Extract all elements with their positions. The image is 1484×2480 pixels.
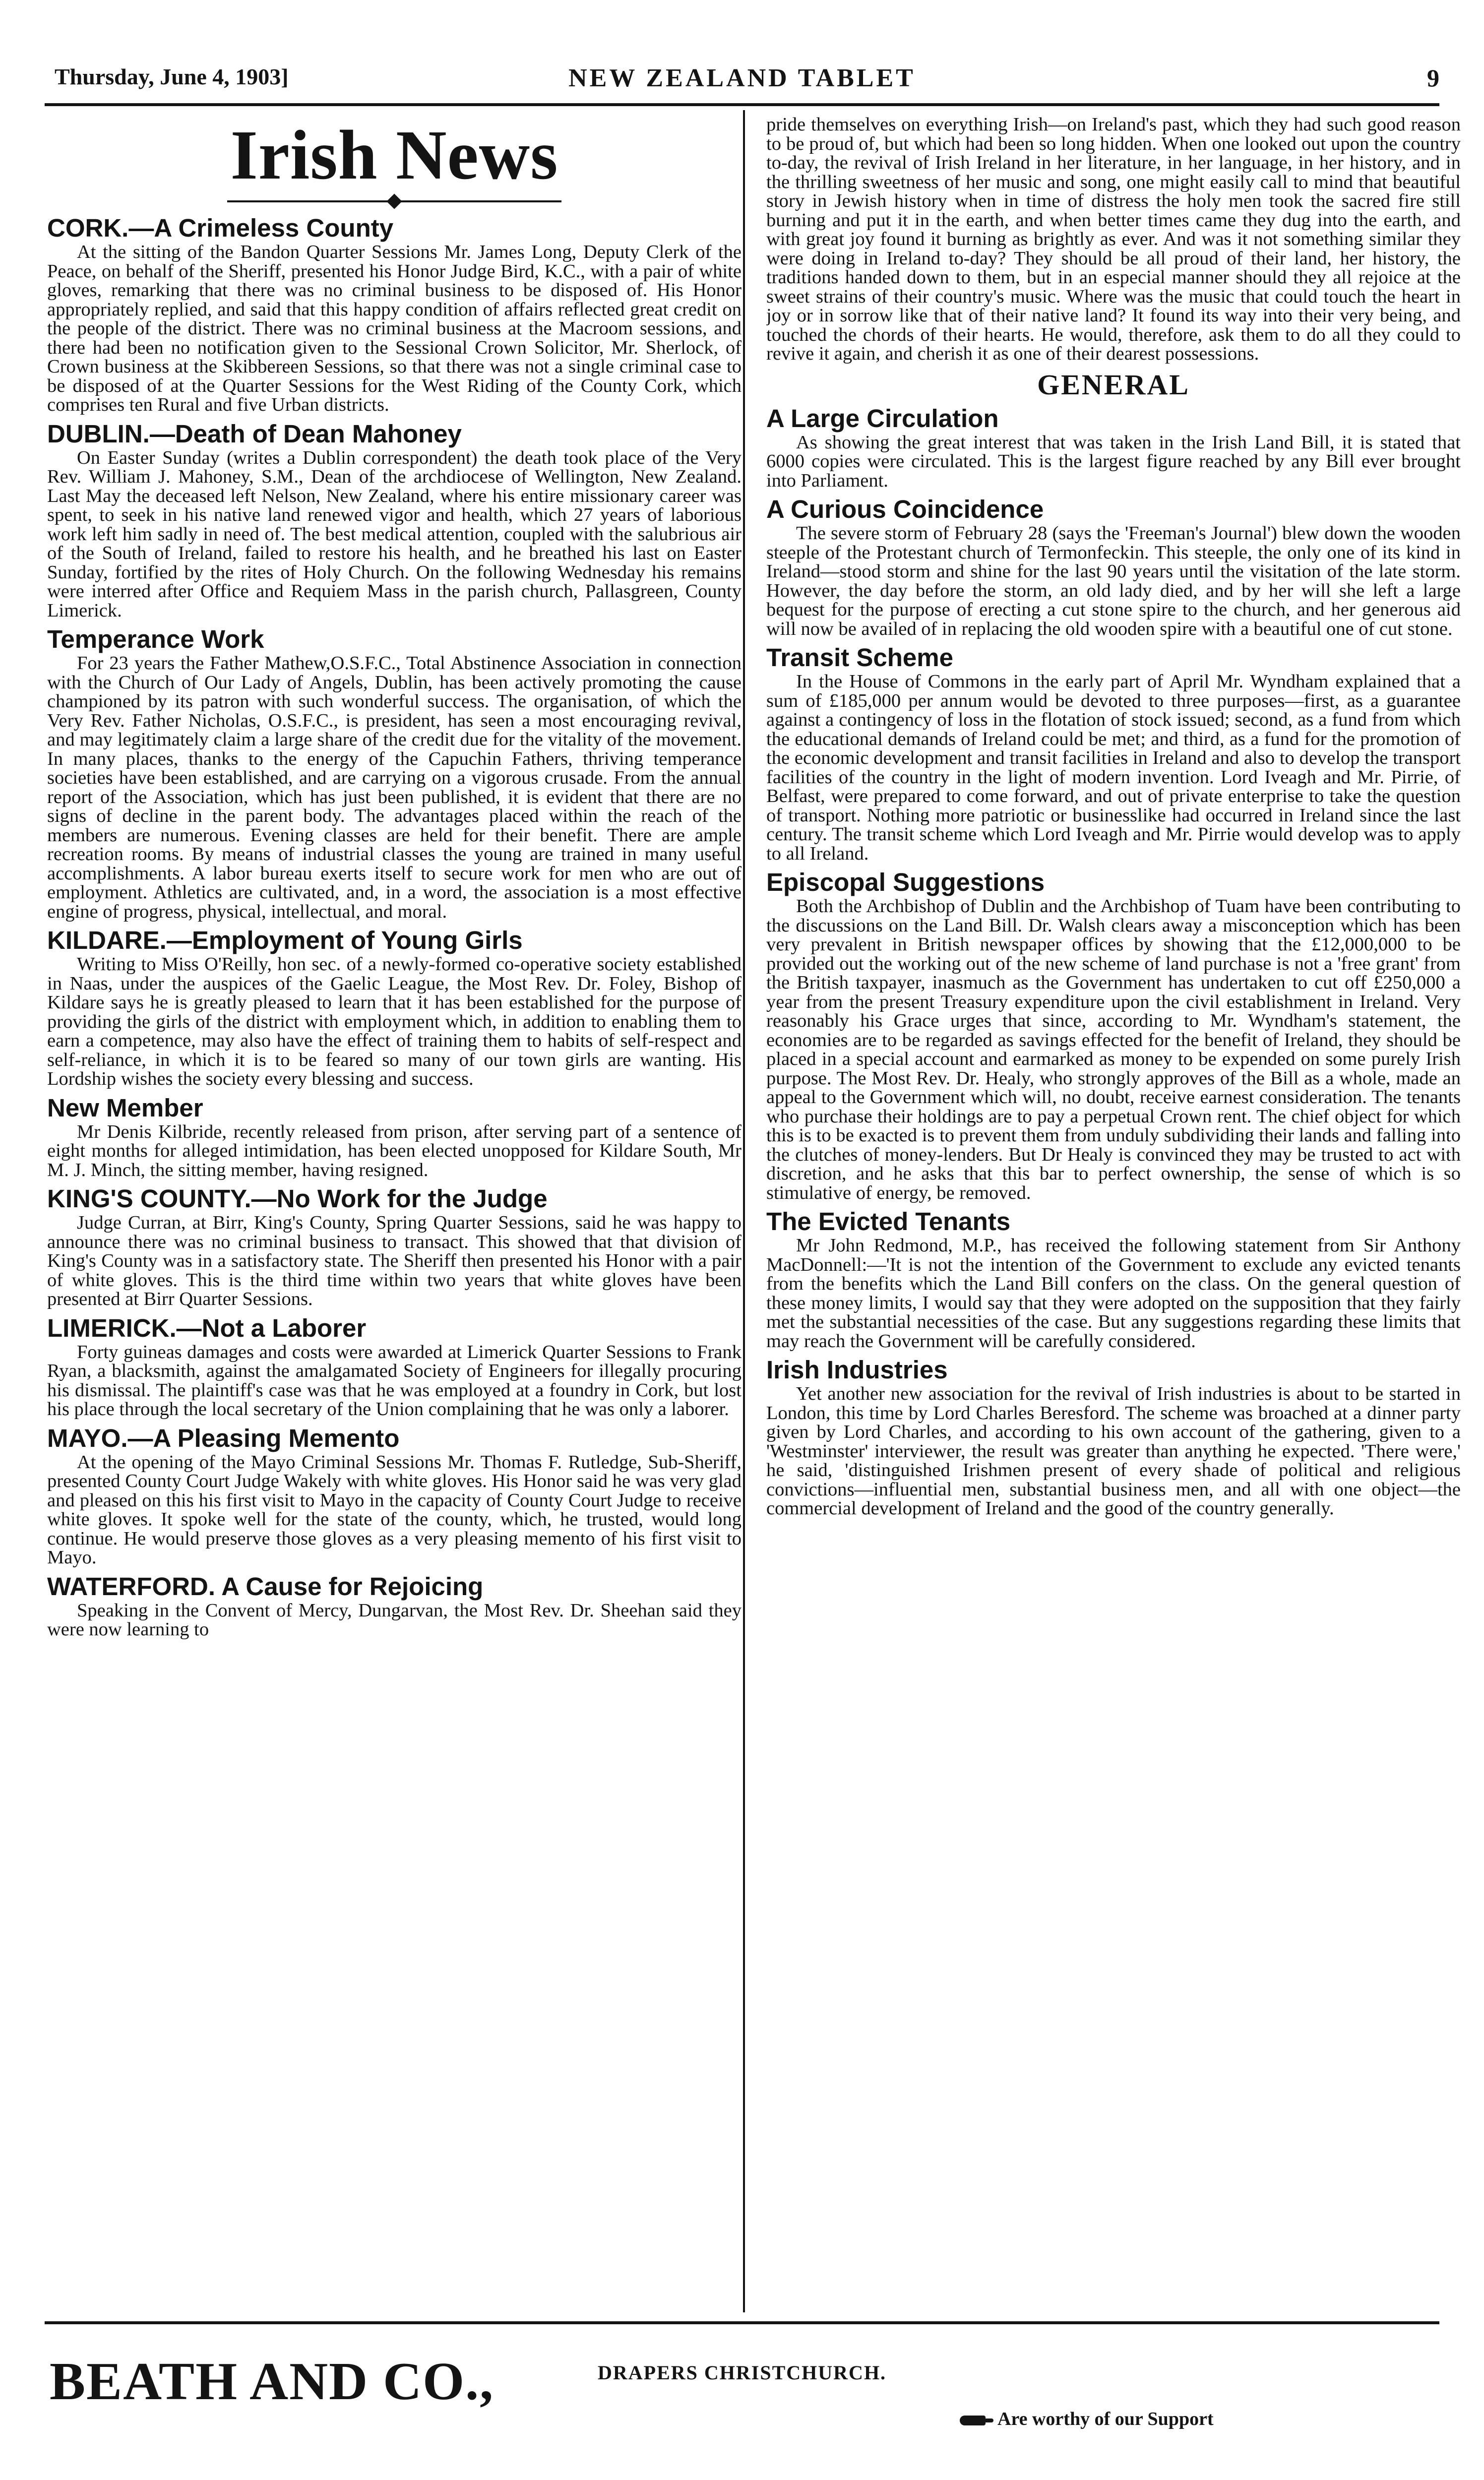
- article-heading: MAYO.—A Pleasing Memento: [47, 1424, 400, 1452]
- article-paragraph: The severe storm of February 28 (says the 'Freeman's Journal') blew down the wooden steeple of the Protestant church of Termonfeckin. This steeple, the only one of its kind in Ireland—stood storm and shine for the last 90 years until the visitation of the late storm. However, the day before the storm, an old lady died, and by her will she left a large bequest for the purpose of erecting a cut stone spire to the church, and her generous aid will now be availed of in replacing the old wooden spire with a beautiful one of cut stone.: [766, 523, 1461, 639]
- article-large-circulation: [766, 404, 1461, 491]
- article-heading: LIMERICK.—Not a Laborer: [47, 1313, 367, 1342]
- article-paragraph: Mr John Redmond, M.P., has received the following statement from Sir Anthony MacDonnell:—'It is not the intention of the Government to exclude any evicted tenants from the benefits which the Land Bill confers on the class. On the general question of these money limits, I would say that they were adopted on the supposition that they fairly met the substantial necessities of the case. But any suggestions regarding these limits that may reach the Government will be carefully considered.: [766, 1235, 1461, 1352]
- footer-rule: [45, 2321, 1439, 2324]
- article-heading: CORK.—A Crimeless County: [47, 214, 394, 243]
- article-paragraph: Mr Denis Kilbride, recently released from prison, after serving part of a sentence of eight months for alleged intimidation, has been elected unopposed for Kildare South, Mr M. J. Minch, the sitting member, having resigned.: [47, 1121, 742, 1180]
- section-masthead: Irish News: [230, 116, 558, 194]
- article-heading: DUBLIN.—Death of Dean Mahoney: [47, 419, 462, 448]
- article-cork: [47, 214, 742, 415]
- running-head: [35, 59, 1449, 106]
- article-heading: New Member: [47, 1093, 203, 1122]
- article-episcopal-suggestions: [766, 868, 1461, 1202]
- article-temperance: [47, 625, 742, 921]
- article-heading: Episcopal Suggestions: [766, 868, 1045, 896]
- article-paragraph: As showing the great interest that was taken in the Irish Land Bill, it is stated that 6000 copies were circulated. This is the largest figure reached by any Bill ever brought into Parliament.: [766, 432, 1461, 491]
- ad-tagline: DRAPERS CHRISTCHURCH.: [598, 2361, 887, 2384]
- article-paragraph: At the sitting of the Bandon Quarter Sessions Mr. James Long, Deputy Clerk of the Peace, on behalf of the Sheriff, presented his Honor Judge Bird, K.C., with a pair of white gloves, remarking that there was no criminal business to be disposed of. His Honor appropriately replied, and said that this happy condition of affairs reflected great credit on the people of the district. There was no criminal business at the Macroom sessions, and there had been no notification given to the Sessional Crown Solicitor, Mr. Sherlock, of Crown business at the Skibbereen Sessions, so that there was not a single criminal case to be disposed of at the Quarter Sessions for the West Riding of the County Cork, which comprises ten Rural and five Urban districts.: [47, 242, 742, 416]
- article-paragraph: Both the Archbishop of Dublin and the Archbishop of Tuam have been contributing to the discussions on the Land Bill. Dr. Walsh clears away a misconception which has been very prevalent in British newspaper offices by showing that the £12,000,000 to be provided out the working out of the new scheme of land purchase is not a 'free grant' from the British taxpayer, inasmuch as the Government has undertaken to cut off £250,000 a year from the present Treasury expenditure upon the civil establishment in Ireland. Very reasonably his Grace urges that since, according to Mr. Wyndham's statement, the economies are to be regarded as savings effected for the benefit of Ireland, they should be placed in a special account and earmarked as money to be expended on some purely Irish purpose. The Most Rev. Dr. Healy, who strongly approves of the Bill as a whole, made an appeal to the Government which will, no doubt, receive earnest consideration. The tenants who purchase their holdings are to pay a perpetual Crown rent. The chief object for which this is to be exacted is to prevent them from unduly subdividing their lands and falling into the clutches of money-lenders. But Dr Healy is convinced they may be trusted to act with discretion, and he asks that this bar to perfect ownership, the sense of which is so stimulative of energy, be removed.: [766, 896, 1461, 1203]
- article-paragraph: Judge Curran, at Birr, King's County, Spring Quarter Sessions, said he was happy to announce there was no criminal business to transact. This showed that that division of King's County was in a satisfactory state. The Sheriff then presented his Honor with a pair of white gloves. This is the third time within two years that white gloves have been presented at Birr Quarter Sessions.: [47, 1212, 742, 1310]
- article-new-member: [47, 1094, 742, 1180]
- article-paragraph: Speaking in the Convent of Mercy, Dungarvan, the Most Rev. Dr. Sheehan said they were now learning to: [47, 1600, 742, 1640]
- ad-slogan-group: [960, 2408, 1214, 2430]
- article-transit-scheme: [766, 643, 1461, 863]
- article-paragraph: Forty guineas damages and costs were awarded at Limerick Quarter Sessions to Frank Ryan, a blacksmith, against the amalgamated Society of Engineers for illegally procuring his dismissal. The plaintiff's case was that he was employed at a foundry in Cork, but lost his place through the local secretary of the Union complaining that he was only a laborer.: [47, 1341, 742, 1420]
- article-evicted-tenants: [766, 1207, 1461, 1351]
- article-heading: The Evicted Tenants: [766, 1207, 1011, 1236]
- page-number: 9: [1427, 64, 1439, 92]
- article-waterford: [47, 1572, 742, 1639]
- article-heading: WATERFORD. A Cause for Rejoicing: [47, 1572, 484, 1601]
- article-paragraph: Yet another new association for the revival of Irish industries is about to be started in London, this time by Lord Charles Beresford. The scheme was broached at a dinner party given by Lord Charles, and according to his own account of the gathering, given to a 'Westminster' interviewer, the result was greater than anything he expected. 'There were,' he said, 'distinguished Irishmen present of every shade of political and religious convictions—influential men, substantial business men, and all with one object—the commercial development of Ireland and the good of the country generally.: [766, 1383, 1461, 1519]
- article-kildare: [47, 926, 742, 1089]
- article-limerick: [47, 1314, 742, 1419]
- article-heading: Irish Industries: [766, 1356, 948, 1384]
- article-kings-county: [47, 1184, 742, 1309]
- article-heading: A Curious Coincidence: [766, 495, 1044, 523]
- article-heading: A Large Circulation: [766, 404, 999, 433]
- waterford-continuation: pride themselves on everything Irish—on Ireland's past, which they had such good reason to be proud of, but which had been so long hidden. When one looked out upon the country to-day, the revival of Irish Ireland in her literature, in her language, in her history, and in the thrilling sweetness of her music and song, one might easily call to mind that beautiful story in Jewish history when in time of distress the holy men took the sacred fire still burning and put it in the earth, and when better times came they dug into the earth, and with great joy found it burning as brightly as ever. And was it not something similar they were doing in Ireland to-day? They should be all proud of their land, her history, the traditions handed down to them, but in an especial manner should they all rejoice at the sweet strains of their country's music. Where was the music that could touch the heart in joy or in sorrow like that of their native land? It found its way into their very being, and touched the chords of their hearts. He would, therefore, ask them to do all they could to revive it again, and cherish it as one of their dearest possessions.: [766, 115, 1461, 364]
- issue-date: Thursday, June 4, 1903]: [55, 64, 289, 89]
- header-rule: [45, 103, 1439, 106]
- article-curious-coincidence: [766, 495, 1461, 638]
- article-paragraph: At the opening of the Mayo Criminal Sessions Mr. Thomas F. Rutledge, Sub-Sheriff, presented County Court Judge Wakely with white gloves. His Honor said he was very glad and pleased on this his first visit to Mayo in the capacity of County Court Judge to receive white gloves. It spoke well for the state of the county, which, he trusted, would long continue. He would preserve those gloves as a very pleasing memento of his first visit to Mayo.: [47, 1451, 742, 1568]
- article-paragraph: Writing to Miss O'Reilly, hon sec. of a newly-formed co-operative society established in Naas, under the auspices of the Gaelic League, the Most Rev. Dr. Foley, Bishop of Kildare says he is greatly pleased to learn that it has been established for the purpose of providing the girls of the district with employment which, in addition to enabling them to earn a competence, may also have the effect of training them to habits of self-respect and self-reliance, in which it is to be feared so many of our town girls are wanting. His Lordship wishes the society every blessing and success.: [47, 954, 742, 1090]
- article-paragraph: For 23 years the Father Mathew,O.S.F.C., Total Abstinence Association in connection with the Church of Our Lady of Angels, Dublin, has been actively promoting the cause championed by its patron with such wonderful success. The organisation, of which the Very Rev. Father Nicholas, O.S.F.C., is president, has seen a most encouraging revival, and may legitimately claim a large share of the credit due for the vitality of the movement. In many places, thanks to the energy of the Capuchin Fathers, thriving temperance societies have been established, and are carrying on a vigorous crusade. From the annual report of the Association, which has just been published, it is evident that there are no signs of decline in the parent body. The advantages placed within the reach of the members are numerous. Evening classes are held for their benefit. There are ample recreation rooms. By means of industrial classes the young are trained in many useful accomplishments. A labor bureau exerts itself to secure work for men who are out of employment. Athletics are cultivated, and, in a word, the association is a most effective engine of progress, physical, intellectual, and moral.: [47, 653, 742, 922]
- article-heading: Temperance Work: [47, 625, 264, 654]
- ad-brand: BEATH AND CO.,: [50, 2352, 495, 2411]
- publication-title: NEW ZEALAND TABLET: [568, 64, 916, 92]
- article-mayo: [47, 1424, 742, 1567]
- ad-slogan: Are worthy of our Support: [997, 2409, 1214, 2429]
- section-heading-general: GENERAL: [1037, 368, 1190, 401]
- article-irish-industries: [766, 1356, 1461, 1518]
- article-heading: Transit Scheme: [766, 643, 953, 672]
- column-divider: [743, 110, 745, 2312]
- article-heading: KING'S COUNTY.—No Work for the Judge: [47, 1184, 548, 1213]
- advertisement: [47, 2341, 1436, 2450]
- article-paragraph: In the House of Commons in the early part of April Mr. Wyndham explained that a sum of £185,000 per annum would be devoted to three purposes—first, as a guarantee against a contingency of loss in the flotation of stock issued; second, as a fund from which the educational demands of Ireland could be met; and third, as a fund for the promotion of the economic development and transit facilities in Ireland and also to develop the transport facilities of the country in the light of modern invention. Lord Iveagh and Mr. Pirrie, of Belfast, were prepared to come forward, and out of private enterprise to take the question of transport. Nothing more patriotic or businesslike had occurred in Ireland since the last century. The transit scheme which Lord Iveagh and Mr. Pirrie would develop was to apply to all Ireland.: [766, 671, 1461, 864]
- ornament-divider: [47, 196, 742, 207]
- article-dublin: [47, 420, 742, 620]
- left-column: [47, 115, 742, 2312]
- right-column: [766, 115, 1461, 2312]
- article-paragraph: On Easter Sunday (writes a Dublin correspondent) the death took place of the Very Rev. William J. Mahoney, S.M., Dean of the archdiocese of Wellington, New Zealand. Last May the deceased left Nelson, New Zealand, where his entire missionary career was spent, to seek in his native land renewed vigor and health, which 27 years of laborious work left him sadly in need of. The best medical attention, coupled with the salubrious air of the South of Ireland, failed to restore his health, and he breathed his last on Easter Sunday, fortified by the rites of Holy Church. On the following Wednesday his remains were interred after Office and Requiem Mass in the parish church, Pallasgreen, County Limerick.: [47, 447, 742, 621]
- pointing-hand-icon: [960, 2416, 986, 2425]
- article-heading: KILDARE.—Employment of Young Girls: [47, 926, 523, 955]
